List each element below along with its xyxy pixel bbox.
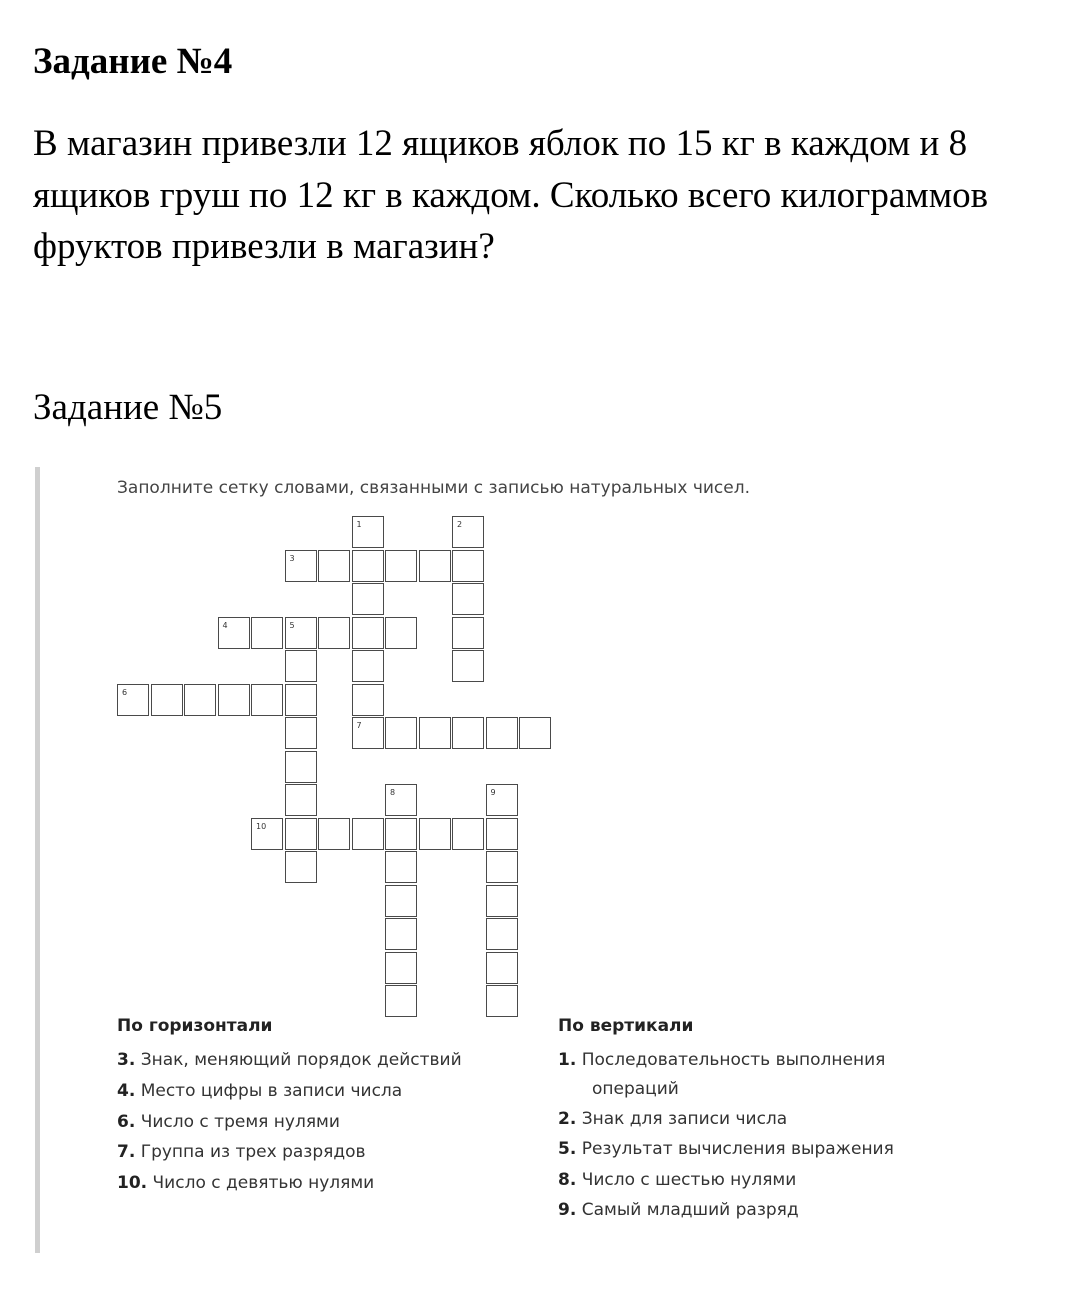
clue-item-number: 3. [117, 1050, 136, 1070]
crossword-cell [486, 885, 518, 917]
crossword-cell [318, 818, 350, 850]
crossword-cell [285, 684, 317, 716]
crossword-cell [218, 617, 250, 649]
crossword-cell [285, 751, 317, 783]
crossword-cell [318, 550, 350, 582]
crossword-cell [352, 818, 384, 850]
crossword-cell [452, 818, 484, 850]
clue-number: 9 [490, 788, 496, 797]
crossword-cell [251, 818, 283, 850]
crossword-cell [184, 684, 216, 716]
clue-item-number: 2. [558, 1108, 577, 1129]
task5-title: Задание №5 [33, 387, 223, 428]
crossword-cell [419, 550, 451, 582]
crossword-cell [385, 851, 417, 883]
clue-number: 10 [256, 821, 267, 831]
crossword-cell [285, 818, 317, 850]
clue-item-text: Последовательность выполнения [576, 1050, 886, 1070]
clue-item-text: Результат вычисления выражения [576, 1139, 894, 1159]
clue-item [558, 1045, 885, 1103]
crossword-cell [285, 717, 317, 749]
clue-item-text: Число с тремя нулями [135, 1111, 340, 1132]
clue-number: 1 [356, 520, 362, 529]
crossword-cell [218, 684, 250, 716]
down-heading: По вертикали [558, 1016, 694, 1036]
clue-number: 5 [289, 620, 295, 630]
crossword-cell [285, 550, 317, 582]
crossword-cell [352, 717, 384, 749]
clue-number: 7 [356, 721, 362, 730]
crossword-cell [385, 985, 417, 1017]
crossword-cell [151, 684, 183, 716]
crossword-cell [452, 550, 484, 582]
clue-item-number: 4. [117, 1080, 136, 1101]
clue-item-number: 7. [117, 1142, 136, 1163]
crossword-cell [117, 684, 149, 716]
crossword-cell [285, 784, 317, 816]
crossword-cell [486, 918, 518, 950]
clue-item-text: Число с девятью нулями [147, 1173, 375, 1194]
crossword-cell [486, 818, 518, 850]
quote-bar [35, 467, 40, 1253]
clue-item-number: 10. [117, 1173, 148, 1194]
clue-item [117, 1045, 462, 1075]
task4-title: Задание №4 [33, 41, 233, 82]
crossword-cell [452, 516, 484, 548]
crossword-cell [318, 617, 350, 649]
crossword-instruction: Заполните сетку словами, связанными с записью натуральных чисел. [117, 478, 750, 498]
clue-item [117, 1137, 366, 1167]
clue-number: 4 [222, 620, 228, 630]
crossword-cell [352, 550, 384, 582]
crossword-cell [452, 650, 484, 682]
crossword-cell [385, 784, 417, 816]
crossword-cell [486, 952, 518, 984]
across-heading: По горизонтали [117, 1016, 273, 1036]
crossword-cell [486, 784, 518, 816]
crossword-cell [419, 818, 451, 850]
clue-item-text: Число с шестью нулями [576, 1169, 797, 1190]
crossword-cell [285, 851, 317, 883]
clue-number: 3 [289, 553, 295, 563]
crossword-cell [385, 550, 417, 582]
clue-number: 6 [122, 687, 128, 697]
crossword-cell [285, 650, 317, 682]
clue-item-text: Группа из трех разрядов [135, 1142, 366, 1163]
crossword-cell [385, 818, 417, 850]
clue-item [558, 1195, 799, 1225]
crossword-cell [452, 617, 484, 649]
crossword-cell [352, 583, 384, 615]
crossword-cell [251, 684, 283, 716]
crossword-cell [452, 717, 484, 749]
crossword-cell [251, 617, 283, 649]
crossword-cell [486, 851, 518, 883]
clue-item-text: Знак для записи числа [576, 1108, 788, 1129]
crossword-cell [486, 717, 518, 749]
clue-item [558, 1104, 787, 1134]
clue-item-continuation: операций [592, 1079, 679, 1099]
clue-number: 8 [390, 788, 396, 797]
clue-item-text: Место цифры в записи числа [135, 1080, 403, 1101]
crossword-cell [352, 684, 384, 716]
crossword-cell [385, 617, 417, 649]
crossword-cell [385, 717, 417, 749]
crossword-cell [285, 617, 317, 649]
crossword-cell [519, 717, 551, 749]
clue-item [117, 1076, 402, 1106]
clue-item [117, 1168, 374, 1198]
crossword-cell [385, 885, 417, 917]
clue-item [558, 1165, 796, 1195]
clue-item-number: 6. [117, 1111, 136, 1132]
crossword-cell [452, 583, 484, 615]
clue-item-text: Самый младший разряд [576, 1200, 799, 1220]
clue-item-text: Знак, меняющий порядок действий [135, 1050, 462, 1070]
crossword-cell [352, 650, 384, 682]
clue-item [117, 1107, 340, 1137]
crossword-cell [486, 985, 518, 1017]
task4-problem-text: В магазин привезли 12 ящиков яблок по 15 кг в каждом и 8 ящиков груш по 12 кг в каждом. Сколько всего килограммов фруктов привезли в магазин? [33, 123, 989, 267]
crossword-cell [385, 918, 417, 950]
clue-item-number: 9. [558, 1200, 577, 1220]
crossword-cell [419, 717, 451, 749]
clue-item-number: 5. [558, 1139, 577, 1159]
crossword-cell [352, 617, 384, 649]
clue-item-number: 1. [558, 1050, 577, 1070]
clue-item-number: 8. [558, 1169, 577, 1190]
clue-item [558, 1134, 894, 1164]
crossword-cell [385, 952, 417, 984]
crossword-cell [352, 516, 384, 548]
clue-number: 2 [457, 520, 463, 529]
